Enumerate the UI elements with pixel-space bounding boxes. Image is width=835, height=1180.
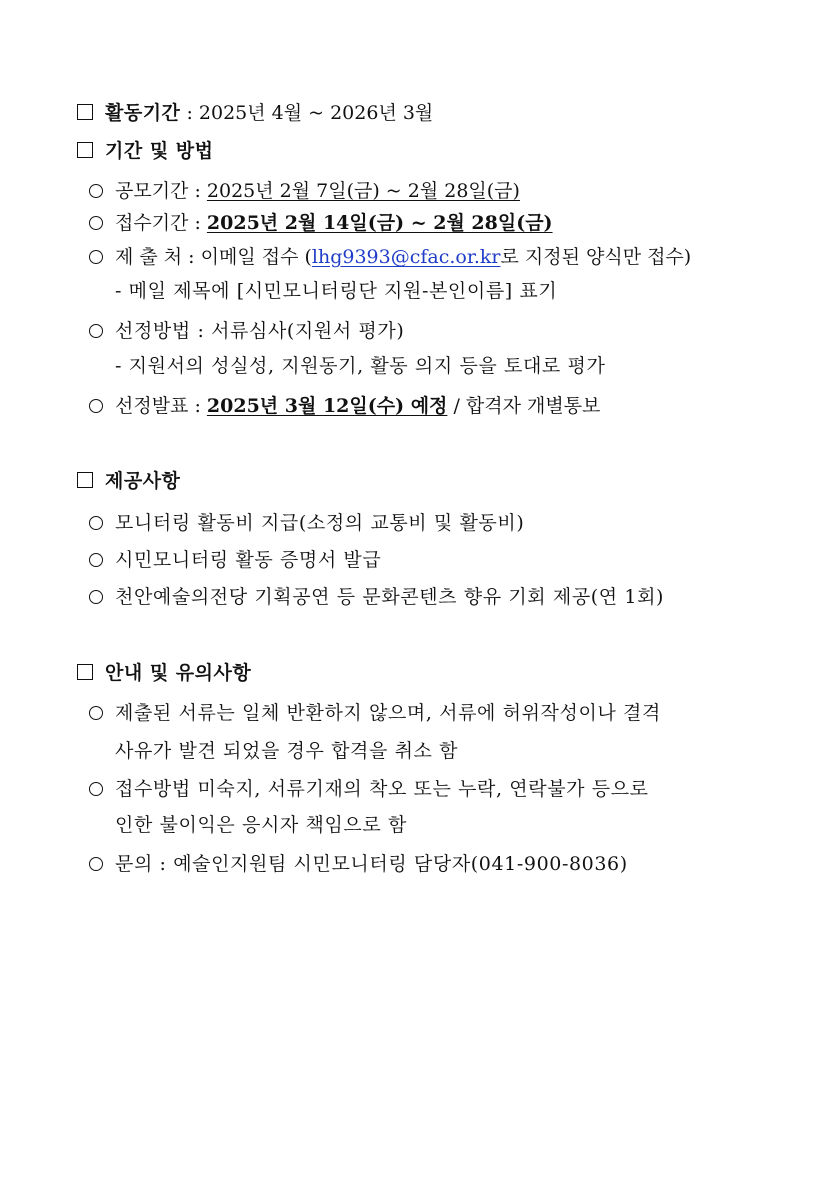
bullet-circle-icon	[89, 706, 103, 720]
notes-title: 안내 및 유의사항	[105, 662, 252, 684]
selection-method-item	[89, 316, 404, 343]
announcement-suffix: / 합격자 개별통보	[447, 395, 601, 417]
bullet-circle-icon	[89, 324, 103, 338]
announcement-item	[89, 391, 600, 418]
bullet-circle-icon	[89, 516, 103, 530]
email-link[interactable]: lhg9393@cfac.or.kr	[311, 246, 501, 268]
checkbox-square-icon	[77, 472, 93, 488]
submit-label: 제 출 처 : 이메일 접수 (	[115, 246, 312, 268]
checkbox-square-icon	[77, 104, 93, 120]
activity-period-value: 2025년 4월 ~ 2026년 3월	[198, 102, 434, 124]
bullet-circle-icon	[89, 590, 103, 604]
submit-item	[89, 242, 691, 269]
bullet-circle-icon	[89, 782, 103, 796]
note-item	[89, 698, 661, 725]
submit-note: - 메일 제목에 [시민모니터링단 지원-본인이름] 표기	[115, 280, 558, 302]
selection-method-note: - 지원서의 성실성, 지원동기, 활동 의지 등을 토대로 평가	[115, 355, 606, 377]
bullet-circle-icon	[89, 216, 103, 230]
benefits-heading	[77, 466, 180, 493]
note-text: 제출된 서류는 일체 반환하지 않으며, 서류에 허위작성이나 결격	[115, 702, 661, 724]
note-item	[89, 774, 649, 801]
recruit-period-label: 공모기간 :	[115, 180, 207, 202]
bullet-circle-icon	[89, 857, 103, 871]
contact-text: 문의 : 예술인지원팀 시민모니터링 담당자(041-900-8036)	[115, 853, 628, 875]
benefit-text: 모니터링 활동비 지급(소정의 교통비 및 활동비)	[115, 512, 525, 534]
period-method-heading	[77, 136, 214, 163]
bullet-circle-icon	[89, 399, 103, 413]
selection-method-label: 선정방법 : 서류심사(지원서 평가)	[115, 320, 405, 342]
period-method-title: 기간 및 방법	[105, 140, 214, 162]
activity-period-title: 활동기간	[105, 102, 181, 124]
checkbox-square-icon	[77, 142, 93, 158]
recruit-period-value: 2025년 2월 7일(금) ~ 2월 28일(금)	[206, 180, 520, 202]
receipt-period-value: 2025년 2월 14일(금) ~ 2월 28일(금)	[206, 212, 553, 234]
activity-period-colon: :	[180, 102, 199, 124]
bullet-circle-icon	[89, 553, 103, 567]
checkbox-square-icon	[77, 664, 93, 680]
receipt-period-label: 접수기간 :	[115, 212, 207, 234]
note-item	[89, 849, 628, 876]
notes-heading	[77, 658, 251, 685]
benefit-item	[89, 582, 664, 609]
benefits-title: 제공사항	[105, 470, 181, 492]
receipt-period-item	[89, 208, 553, 235]
benefit-text: 시민모니터링 활동 증명서 발급	[115, 549, 382, 571]
benefit-item	[89, 508, 524, 535]
recruit-period-item	[89, 176, 520, 203]
announcement-value: 2025년 3월 12일(수) 예정	[206, 395, 448, 417]
activity-period-heading	[77, 98, 433, 125]
benefit-text: 천안예술의전당 기획공연 등 문화콘텐츠 향유 기회 제공(연 1회)	[115, 586, 665, 608]
note-text-continued: 사유가 발견 되었을 경우 합격을 취소 함	[115, 740, 459, 762]
announcement-label: 선정발표 :	[115, 395, 207, 417]
note-text-continued: 인한 불이익은 응시자 책임으로 함	[115, 814, 407, 836]
submit-suffix: 로 지정된 양식만 접수)	[500, 246, 692, 268]
note-text: 접수방법 미숙지, 서류기재의 착오 또는 누락, 연락불가 등으로	[115, 778, 649, 800]
benefit-item	[89, 545, 381, 572]
bullet-circle-icon	[89, 250, 103, 264]
bullet-circle-icon	[89, 184, 103, 198]
